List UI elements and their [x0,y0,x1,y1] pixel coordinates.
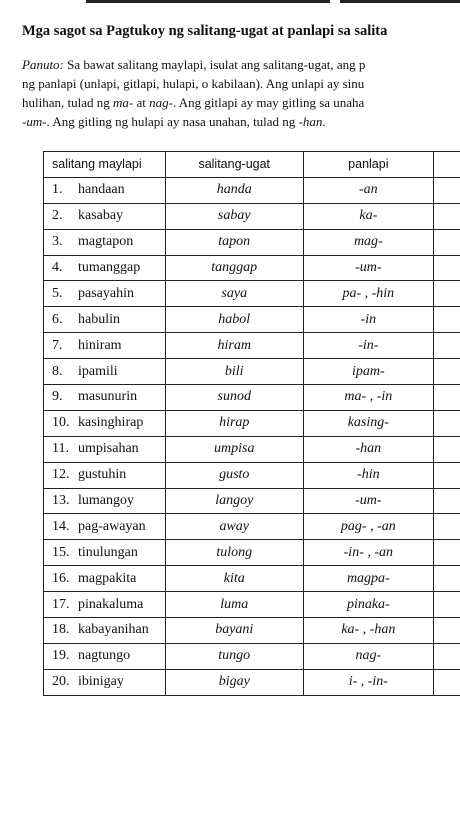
cell-panlapi: ipam- [303,359,433,385]
cell-panlapi: -in [303,307,433,333]
table-row [44,203,460,229]
cell-salitang-ugat: habol [165,307,303,333]
cell-extra [433,436,460,462]
table-row [44,307,460,333]
table-row [44,462,460,488]
instructions-example: ma- [113,95,134,110]
cell-salitang-maylapi [44,307,166,333]
instructions-example: nag- [149,95,173,110]
cell-salitang-ugat: sunod [165,385,303,411]
instructions-line [22,55,460,74]
word-with-affix: ipamili [78,363,118,379]
word-with-affix: masunurin [78,389,138,405]
word-with-affix: habulin [78,311,120,327]
cell-salitang-ugat: gusto [165,462,303,488]
row-number: 14. [52,518,70,534]
cell-salitang-maylapi [44,462,166,488]
table-row [44,488,460,514]
row-number: 2. [52,208,63,224]
word-with-affix: pinakaluma [78,596,144,612]
table-row [44,410,460,436]
cell-salitang-ugat: sabay [165,203,303,229]
cell-salitang-maylapi [44,643,166,669]
cell-extra [433,281,460,307]
cell-salitang-maylapi [44,436,166,462]
cell-extra [433,177,460,203]
table-row [44,643,460,669]
row-number: 1. [52,182,63,198]
cell-panlapi: -um- [303,488,433,514]
cell-salitang-maylapi [44,540,166,566]
cell-panlapi: ka- [303,203,433,229]
cell-salitang-maylapi [44,566,166,592]
top-rule-segment [340,0,460,3]
cell-salitang-ugat: bigay [165,669,303,695]
row-number: 15. [52,544,70,560]
cell-extra [433,462,460,488]
cell-panlapi: pag- , -an [303,514,433,540]
row-number: 7. [52,337,63,353]
cell-panlapi: magpa- [303,566,433,592]
cell-extra [433,359,460,385]
table-body [44,177,460,695]
word-with-affix: pasayahin [78,285,134,301]
cell-panlapi: -hin [303,462,433,488]
cell-salitang-ugat: hiram [165,333,303,359]
table-row [44,540,460,566]
header-extra [433,152,460,178]
cell-salitang-ugat: tapon [165,229,303,255]
table-row [44,229,460,255]
instructions-text: Sa bawat salitang maylapi, isulat ang salitang-ugat, ang p [63,57,366,72]
table-row [44,359,460,385]
instructions-line [22,112,460,131]
page-title: Mga sagot sa Pagtukoy ng salitang-ugat at panlapi sa salita [22,23,388,39]
top-rule-segment [86,0,330,3]
cell-panlapi: kasing- [303,410,433,436]
instructions-label: Panuto: [22,57,64,72]
cell-extra [433,566,460,592]
cell-extra [433,669,460,695]
cell-salitang-ugat: away [165,514,303,540]
cell-panlapi: mag- [303,229,433,255]
word-with-affix: magpakita [78,570,137,586]
cell-salitang-maylapi [44,359,166,385]
instructions-text: . Ang gitling ng hulapi ay nasa unahan, tulad ng [46,114,299,129]
word-with-affix: tinulungan [78,544,138,560]
cell-salitang-ugat: handa [165,177,303,203]
instructions [22,55,460,131]
cell-salitang-ugat: tulong [165,540,303,566]
table-row [44,436,460,462]
cell-extra [433,410,460,436]
cell-panlapi: nag- [303,643,433,669]
cell-salitang-maylapi [44,229,166,255]
row-number: 3. [52,234,63,250]
header-panlapi: panlapi [303,152,433,178]
instructions-text: hulihan, tulad ng [22,95,113,110]
cell-extra [433,643,460,669]
instructions-text: at [133,95,150,110]
cell-salitang-maylapi [44,385,166,411]
top-rule [0,0,460,6]
cell-salitang-maylapi [44,669,166,695]
table-header-row [44,152,460,178]
cell-salitang-ugat: umpisa [165,436,303,462]
cell-panlapi: -um- [303,255,433,281]
row-number: 8. [52,363,63,379]
cell-salitang-maylapi [44,281,166,307]
table-row [44,177,460,203]
word-with-affix: ibinigay [78,674,124,690]
word-with-affix: nagtungo [78,648,131,664]
cell-salitang-maylapi [44,333,166,359]
table-row [44,255,460,281]
cell-panlapi: pa- , -hin [303,281,433,307]
word-with-affix: tumanggap [78,260,141,275]
word-with-affix: kabayanihan [78,622,149,638]
table-row [44,592,460,618]
cell-panlapi: -an [303,177,433,203]
cell-panlapi: i- , -in- [303,669,433,695]
cell-extra [433,203,460,229]
word-with-affix: umpisahan [78,441,139,457]
instructions-text: . Ang gitlapi ay may gitling sa unaha [172,95,365,110]
cell-salitang-ugat: luma [165,592,303,618]
cell-salitang-maylapi [44,203,166,229]
instructions-example: -han [298,114,323,129]
table-row [44,514,460,540]
cell-panlapi: -in- [303,333,433,359]
cell-panlapi: -in- , -an [303,540,433,566]
table-row [44,281,460,307]
word-with-affix: kasabay [78,208,124,224]
row-number: 18. [52,622,70,638]
cell-extra [433,229,460,255]
cell-salitang-ugat: tanggap [165,255,303,281]
cell-salitang-maylapi [44,618,166,644]
word-with-affix: hiniram [78,337,122,353]
cell-salitang-ugat: hirap [165,410,303,436]
word-with-affix: gustuhin [78,467,127,483]
row-number: 9. [52,389,63,405]
cell-salitang-maylapi [44,592,166,618]
cell-salitang-ugat: kita [165,566,303,592]
row-number: 6. [52,311,63,327]
table-row [44,669,460,695]
word-with-affix: magtapon [78,234,134,250]
cell-panlapi: pinaka- [303,592,433,618]
row-number: 16. [52,570,70,586]
cell-extra [433,333,460,359]
cell-salitang-ugat: bayani [165,618,303,644]
row-number: 19. [52,648,70,664]
cell-extra [433,540,460,566]
table-row [44,333,460,359]
cell-salitang-maylapi [44,177,166,203]
cell-extra [433,618,460,644]
row-number: 12. [52,467,70,483]
cell-extra [433,385,460,411]
cell-salitang-ugat: bili [165,359,303,385]
instructions-example: -um- [22,114,47,129]
cell-extra [433,488,460,514]
row-number: 5. [52,285,63,301]
table-row [44,566,460,592]
instructions-line [22,93,460,112]
cell-panlapi: -han [303,436,433,462]
cell-extra [433,307,460,333]
row-number: 10. [52,415,70,431]
instructions-text: . [322,114,326,129]
table-row [44,385,460,411]
word-with-affix: handaan [78,182,125,198]
row-number: 4. [52,260,63,275]
answer-table [43,151,460,696]
row-number: 17. [52,596,70,612]
cell-salitang-maylapi [44,514,166,540]
instructions-line: ng panlapi (unlapi, gitlapi, hulapi, o kabilaan). Ang unlapi ay sinu [22,76,365,91]
cell-panlapi: ma- , -in [303,385,433,411]
cell-salitang-maylapi [44,488,166,514]
header-salitang-ugat: salitang-ugat [165,152,303,178]
word-with-affix: pag-awayan [78,518,146,534]
cell-extra [433,592,460,618]
cell-salitang-ugat: tungo [165,643,303,669]
row-number: 13. [52,493,70,509]
cell-extra [433,514,460,540]
table-row [44,618,460,644]
row-number: 11. [52,441,69,457]
cell-salitang-ugat: saya [165,281,303,307]
cell-salitang-maylapi [44,410,166,436]
row-number: 20. [52,674,70,690]
cell-panlapi: ka- , -han [303,618,433,644]
cell-extra [433,255,460,281]
word-with-affix: kasinghirap [78,415,144,431]
cell-salitang-ugat: langoy [165,488,303,514]
word-with-affix: lumangoy [78,493,134,509]
header-salitang-maylapi: salitang maylapi [44,152,166,178]
cell-salitang-maylapi [44,255,166,281]
